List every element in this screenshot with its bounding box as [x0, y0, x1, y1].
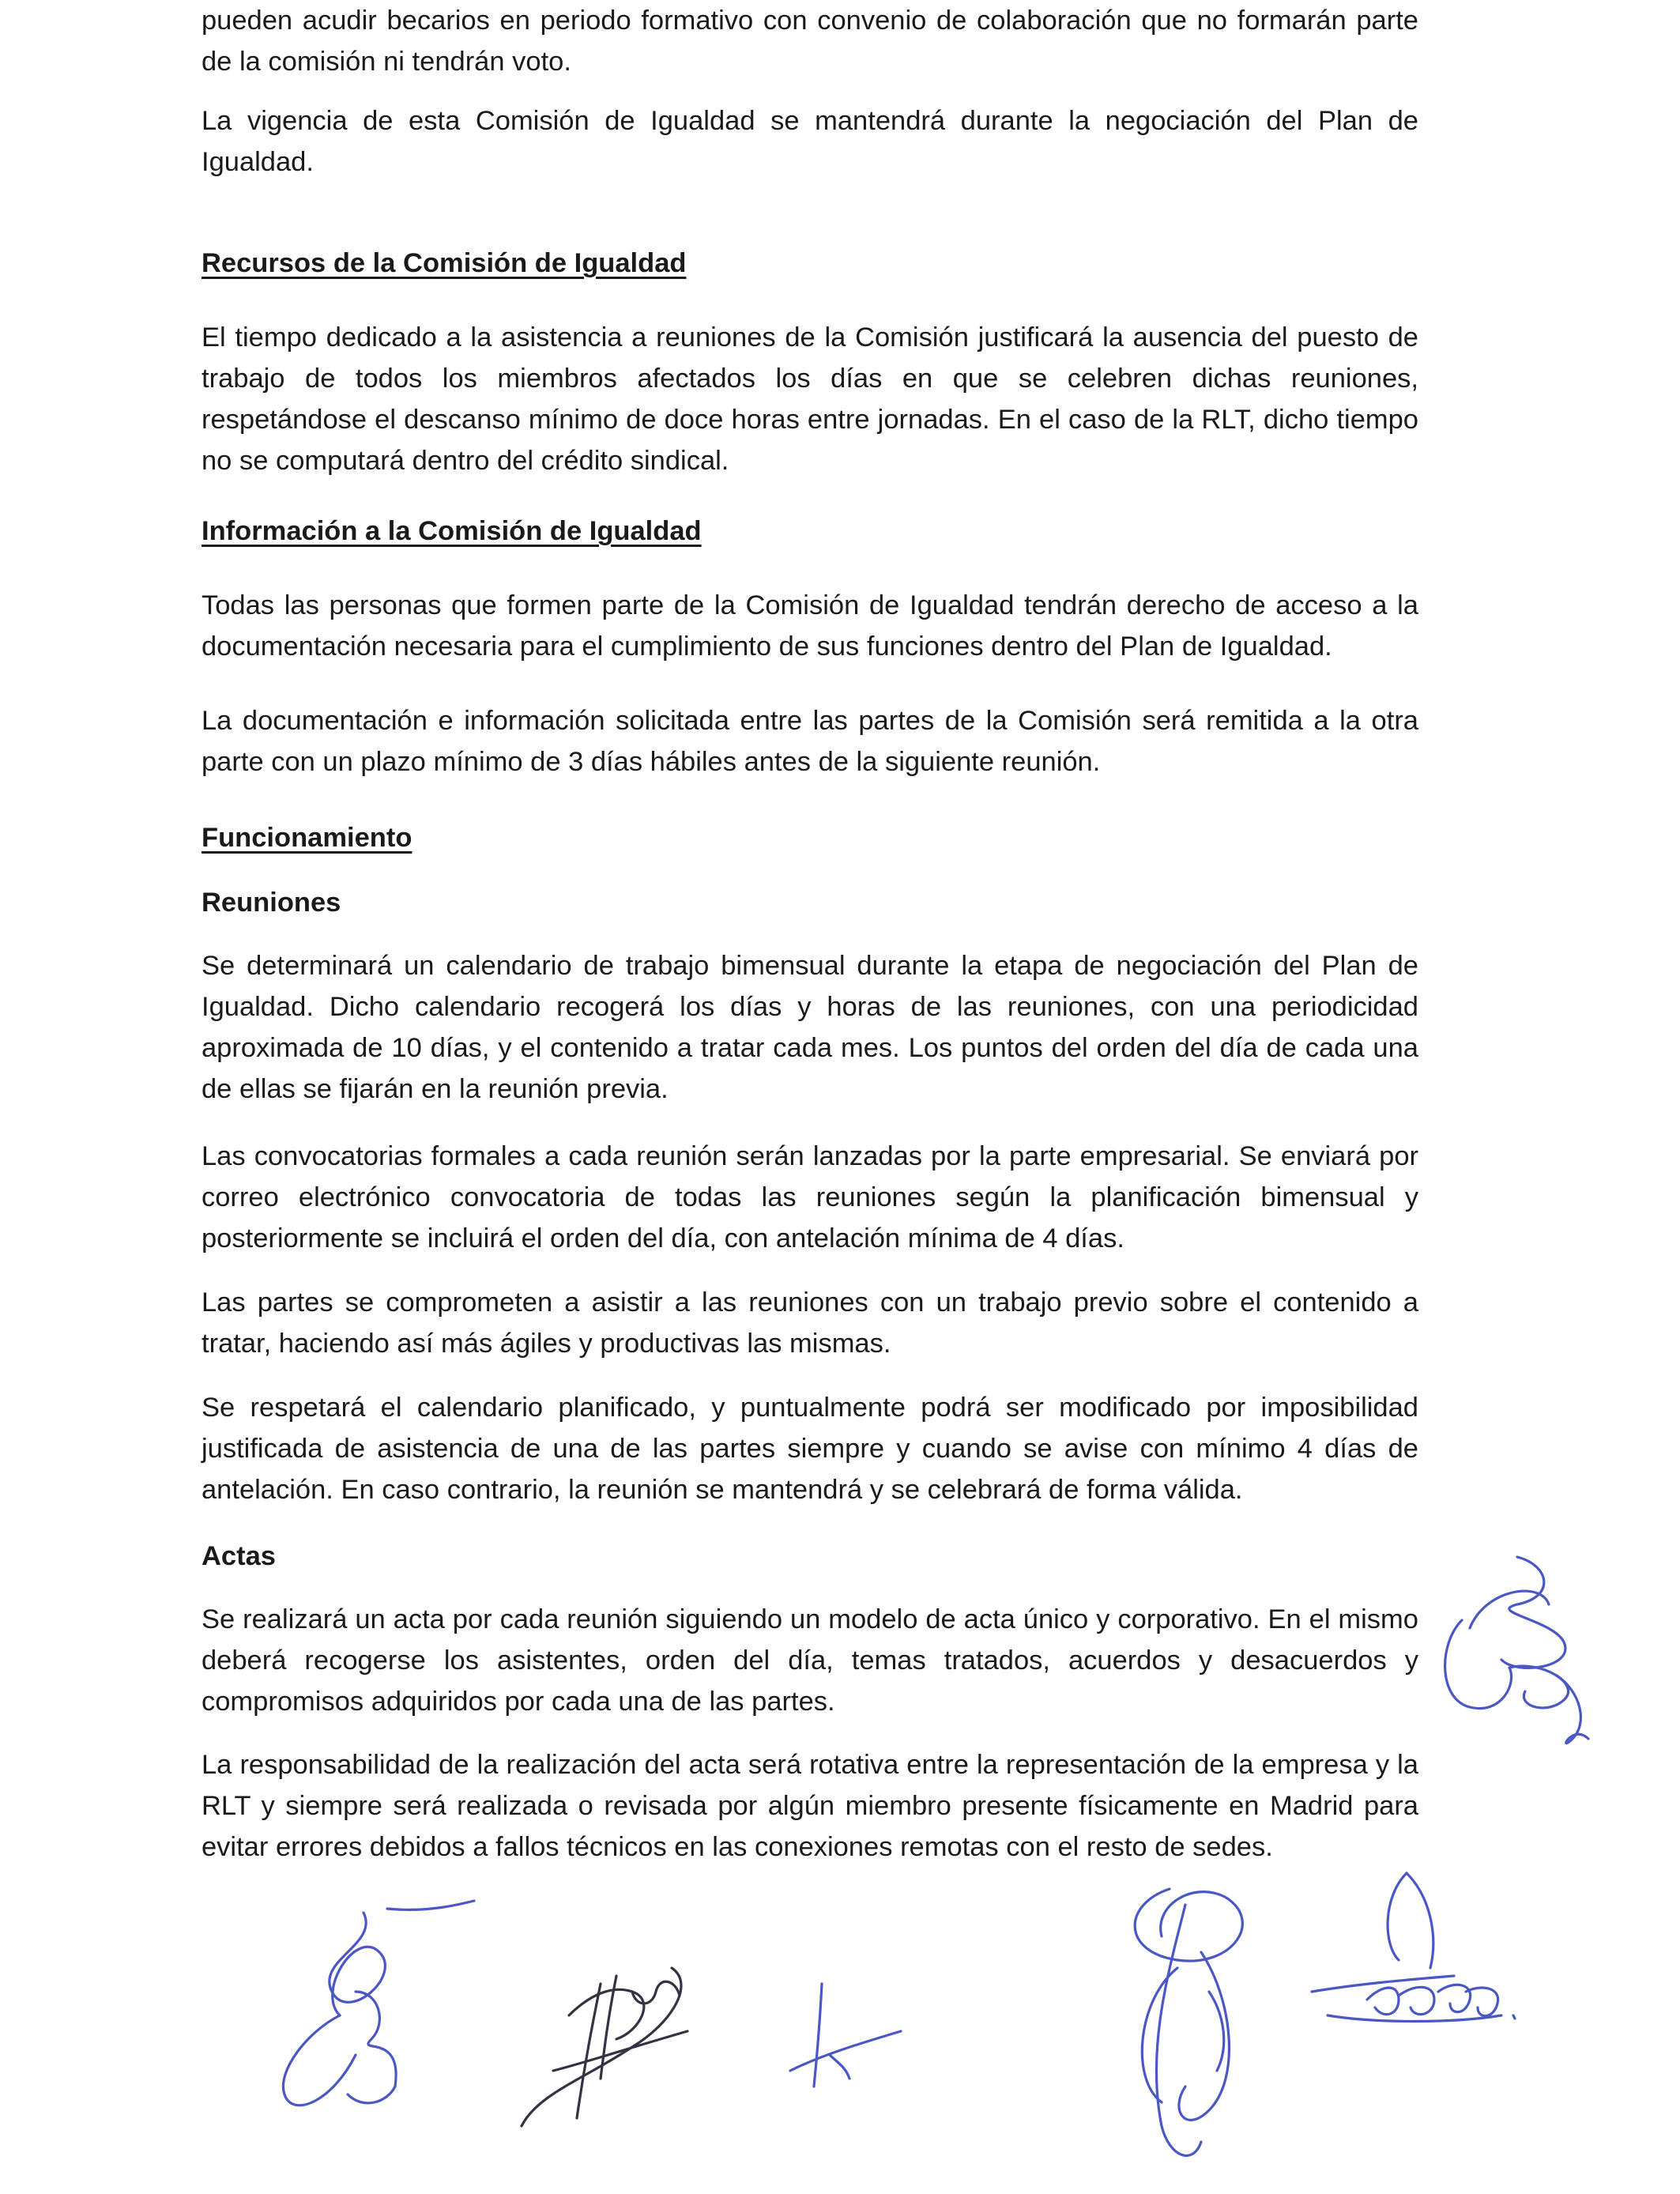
intro-continuation-paragraph: pueden acudir becarios en periodo formativo con convenio de colaboración que no formarán parte de la comisión ni tendrán voto.: [202, 6, 1418, 77]
signature-3: [782, 1976, 909, 2094]
signature-2: [506, 1936, 711, 2142]
signature-1: [269, 1897, 490, 2126]
signature-4: [1075, 1873, 1328, 2173]
funcionamiento-heading: Funcionamiento: [202, 823, 412, 853]
actas-heading: Actas: [202, 1541, 276, 1571]
reuniones-paragraph-2: Las convocatorias formales a cada reunión serán lanzadas por la parte empresarial. Se enviará por correo electrónico convocatoria de todas las reuniones según la planificación bimensual y posteriormente se incluirá el orden del día, con antelación mínima de 4 días.: [202, 1141, 1418, 1253]
reuniones-paragraph-1: Se determinará un calendario de trabajo bimensual durante la etapa de negociación del Plan de Igualdad. Dicho calendario recogerá los días y horas de las reuniones, con una periodicidad aproximada de 10 días, y el contenido a tratar cada mes. Los puntos del orden del día de cada una de ellas se fijarán en la reunión previa.: [202, 951, 1418, 1104]
informacion-heading: Información a la Comisión de Igualdad: [202, 516, 702, 546]
vigencia-paragraph: La vigencia de esta Comisión de Igualdad se mantendrá durante la negociación del Plan de Igualdad.: [202, 106, 1418, 177]
margin-signature: [1422, 1541, 1612, 1778]
signature-5: [1296, 1865, 1525, 2063]
informacion-paragraph-2: La documentación e información solicitada entre las partes de la Comisión será remitida a la otra parte con un plazo mínimo de 3 días hábiles antes de la siguiente reunión.: [202, 706, 1418, 777]
actas-paragraph-2: La responsabilidad de la realización del acta será rotativa entre la representación de la empresa y la RLT y siempre será realizada o revisada por algún miembro presente físicamente en Madrid para evitar errores debidos a fallos técnicos en las conexiones remotas con el resto de sedes.: [202, 1750, 1418, 1862]
reuniones-paragraph-4: Se respetará el calendario planificado, y puntualmente podrá ser modificado por imposibilidad justificada de asistencia de una de las partes siempre y cuando se avise con mínimo 4 días de antelación. En caso contrario, la reunión se mantendrá y se celebrará de forma válida.: [202, 1393, 1418, 1505]
reuniones-heading: Reuniones: [202, 888, 341, 918]
reuniones-paragraph-3: Las partes se comprometen a asistir a las reuniones con un trabajo previo sobre el contenido a tratar, haciendo así más ágiles y productivas las mismas.: [202, 1287, 1418, 1359]
actas-paragraph-1: Se realizará un acta por cada reunión siguiendo un modelo de acta único y corporativo. En el mismo deberá recogerse los asistentes, orden del día, temas tratados, acuerdos y desacuerdos y compromisos adquiridos por cada una de las partes.: [202, 1604, 1418, 1717]
recursos-paragraph: El tiempo dedicado a la asistencia a reuniones de la Comisión justificará la ausencia del puesto de trabajo de todos los miembros afectados los días en que se celebren dichas reuniones, respetándose el descanso mínimo de doce horas entre jornadas. En el caso de la RLT, dicho tiempo no se computará dentro del crédito sindical.: [202, 322, 1418, 476]
informacion-paragraph-1: Todas las personas que formen parte de la Comisión de Igualdad tendrán derecho de acceso a la documentación necesaria para el cumplimiento de sus funciones dentro del Plan de Igualdad.: [202, 590, 1418, 662]
recursos-heading: Recursos de la Comisión de Igualdad: [202, 248, 687, 278]
